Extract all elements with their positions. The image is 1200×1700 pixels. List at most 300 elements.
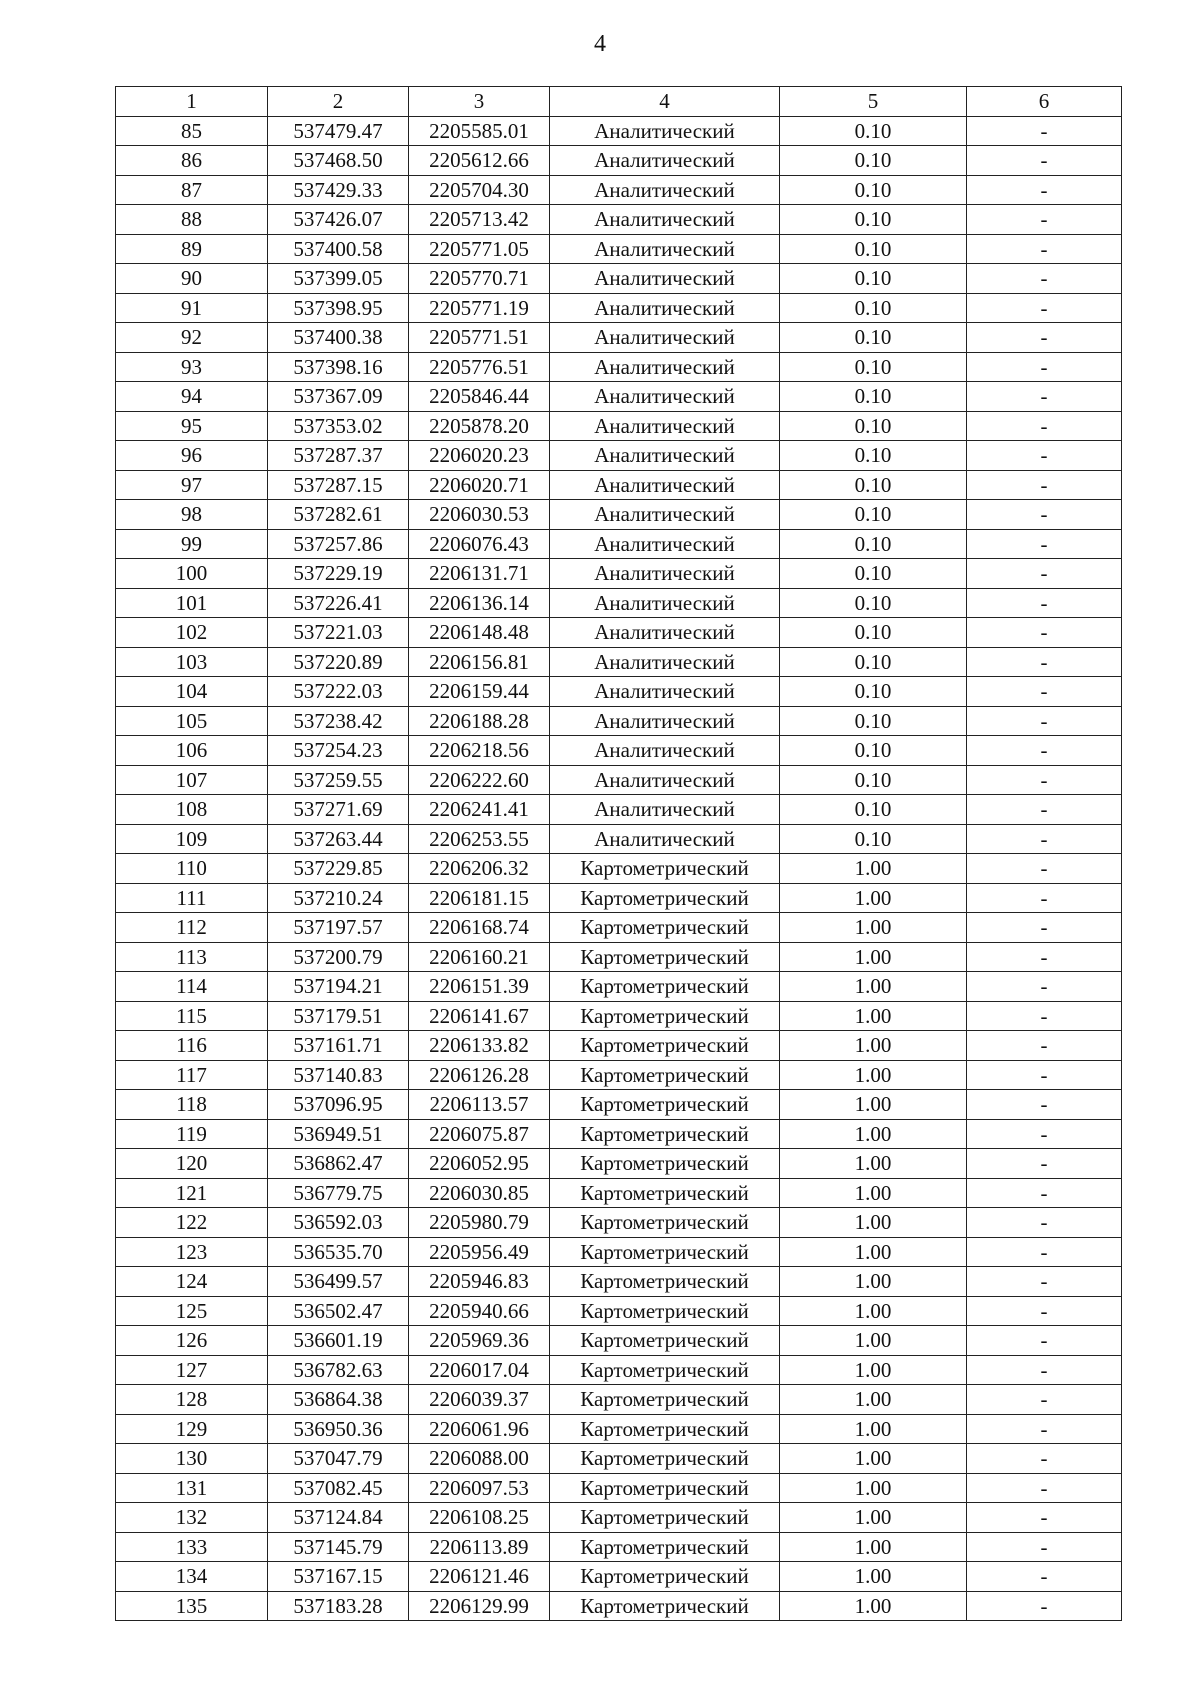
y-coordinate-cell: 2206160.21 <box>409 942 550 972</box>
method-cell: Аналитический <box>550 618 780 648</box>
x-coordinate-cell: 537263.44 <box>268 824 409 854</box>
accuracy-cell: 1.00 <box>780 1562 967 1592</box>
notes-cell: - <box>967 1444 1122 1474</box>
table-row <box>116 618 1122 648</box>
table-row <box>116 175 1122 205</box>
accuracy-cell: 1.00 <box>780 1060 967 1090</box>
method-cell: Аналитический <box>550 470 780 500</box>
y-coordinate-cell: 2206188.28 <box>409 706 550 736</box>
accuracy-cell: 0.10 <box>780 470 967 500</box>
notes-cell: - <box>967 1473 1122 1503</box>
notes-cell: - <box>967 1090 1122 1120</box>
method-cell: Аналитический <box>550 736 780 766</box>
point-number-cell: 128 <box>116 1385 268 1415</box>
x-coordinate-cell: 537254.23 <box>268 736 409 766</box>
table-row <box>116 1532 1122 1562</box>
accuracy-cell: 0.10 <box>780 677 967 707</box>
notes-cell: - <box>967 1296 1122 1326</box>
y-coordinate-cell: 2205770.71 <box>409 264 550 294</box>
table-row <box>116 1031 1122 1061</box>
accuracy-cell: 0.10 <box>780 205 967 235</box>
y-coordinate-cell: 2205846.44 <box>409 382 550 412</box>
point-number-cell: 120 <box>116 1149 268 1179</box>
y-coordinate-cell: 2206141.67 <box>409 1001 550 1031</box>
point-number-cell: 121 <box>116 1178 268 1208</box>
y-coordinate-cell: 2206148.48 <box>409 618 550 648</box>
x-coordinate-cell: 537271.69 <box>268 795 409 825</box>
point-number-cell: 129 <box>116 1414 268 1444</box>
x-coordinate-cell: 537398.95 <box>268 293 409 323</box>
table-row <box>116 1178 1122 1208</box>
table-row <box>116 352 1122 382</box>
table-row <box>116 382 1122 412</box>
notes-cell: - <box>967 972 1122 1002</box>
notes-cell: - <box>967 1267 1122 1297</box>
table-row <box>116 913 1122 943</box>
column-header: 5 <box>780 87 967 117</box>
method-cell: Картометрический <box>550 1090 780 1120</box>
notes-cell: - <box>967 824 1122 854</box>
point-number-cell: 86 <box>116 146 268 176</box>
point-number-cell: 119 <box>116 1119 268 1149</box>
method-cell: Аналитический <box>550 824 780 854</box>
table-header <box>116 87 1122 117</box>
y-coordinate-cell: 2206151.39 <box>409 972 550 1002</box>
table-row <box>116 559 1122 589</box>
notes-cell: - <box>967 293 1122 323</box>
accuracy-cell: 1.00 <box>780 1296 967 1326</box>
y-coordinate-cell: 2206097.53 <box>409 1473 550 1503</box>
header-row <box>116 87 1122 117</box>
table-row <box>116 677 1122 707</box>
y-coordinate-cell: 2206061.96 <box>409 1414 550 1444</box>
method-cell: Аналитический <box>550 559 780 589</box>
method-cell: Аналитический <box>550 116 780 146</box>
x-coordinate-cell: 536862.47 <box>268 1149 409 1179</box>
y-coordinate-cell: 2206020.71 <box>409 470 550 500</box>
accuracy-cell: 1.00 <box>780 1532 967 1562</box>
table-row <box>116 1149 1122 1179</box>
y-coordinate-cell: 2206113.57 <box>409 1090 550 1120</box>
table-row <box>116 1473 1122 1503</box>
accuracy-cell: 0.10 <box>780 559 967 589</box>
method-cell: Картометрический <box>550 1267 780 1297</box>
accuracy-cell: 1.00 <box>780 1237 967 1267</box>
y-coordinate-cell: 2206020.23 <box>409 441 550 471</box>
notes-cell: - <box>967 500 1122 530</box>
method-cell: Аналитический <box>550 323 780 353</box>
x-coordinate-cell: 537145.79 <box>268 1532 409 1562</box>
notes-cell: - <box>967 352 1122 382</box>
table-row <box>116 264 1122 294</box>
notes-cell: - <box>967 264 1122 294</box>
accuracy-cell: 1.00 <box>780 1031 967 1061</box>
accuracy-cell: 0.10 <box>780 824 967 854</box>
y-coordinate-cell: 2206039.37 <box>409 1385 550 1415</box>
table-row <box>116 824 1122 854</box>
y-coordinate-cell: 2206017.04 <box>409 1355 550 1385</box>
notes-cell: - <box>967 1237 1122 1267</box>
x-coordinate-cell: 537140.83 <box>268 1060 409 1090</box>
point-number-cell: 99 <box>116 529 268 559</box>
y-coordinate-cell: 2206218.56 <box>409 736 550 766</box>
method-cell: Аналитический <box>550 677 780 707</box>
coordinates-table <box>115 86 1122 1621</box>
x-coordinate-cell: 537287.37 <box>268 441 409 471</box>
point-number-cell: 112 <box>116 913 268 943</box>
notes-cell: - <box>967 942 1122 972</box>
accuracy-cell: 1.00 <box>780 854 967 884</box>
y-coordinate-cell: 2206133.82 <box>409 1031 550 1061</box>
method-cell: Аналитический <box>550 352 780 382</box>
point-number-cell: 117 <box>116 1060 268 1090</box>
y-coordinate-cell: 2206131.71 <box>409 559 550 589</box>
notes-cell: - <box>967 382 1122 412</box>
notes-cell: - <box>967 677 1122 707</box>
notes-cell: - <box>967 1208 1122 1238</box>
x-coordinate-cell: 537400.58 <box>268 234 409 264</box>
point-number-cell: 125 <box>116 1296 268 1326</box>
method-cell: Картометрический <box>550 1237 780 1267</box>
point-number-cell: 101 <box>116 588 268 618</box>
point-number-cell: 118 <box>116 1090 268 1120</box>
y-coordinate-cell: 2206076.43 <box>409 529 550 559</box>
method-cell: Аналитический <box>550 382 780 412</box>
accuracy-cell: 1.00 <box>780 1591 967 1621</box>
point-number-cell: 107 <box>116 765 268 795</box>
column-header: 4 <box>550 87 780 117</box>
point-number-cell: 100 <box>116 559 268 589</box>
point-number-cell: 87 <box>116 175 268 205</box>
notes-cell: - <box>967 647 1122 677</box>
table-row <box>116 1326 1122 1356</box>
method-cell: Картометрический <box>550 1414 780 1444</box>
table-row <box>116 795 1122 825</box>
point-number-cell: 114 <box>116 972 268 1002</box>
notes-cell: - <box>967 116 1122 146</box>
point-number-cell: 135 <box>116 1591 268 1621</box>
method-cell: Картометрический <box>550 1060 780 1090</box>
notes-cell: - <box>967 1355 1122 1385</box>
accuracy-cell: 0.10 <box>780 647 967 677</box>
notes-cell: - <box>967 1414 1122 1444</box>
table-row <box>116 441 1122 471</box>
x-coordinate-cell: 537221.03 <box>268 618 409 648</box>
method-cell: Аналитический <box>550 264 780 294</box>
point-number-cell: 134 <box>116 1562 268 1592</box>
x-coordinate-cell: 537226.41 <box>268 588 409 618</box>
table-row <box>116 293 1122 323</box>
notes-cell: - <box>967 736 1122 766</box>
accuracy-cell: 1.00 <box>780 883 967 913</box>
accuracy-cell: 0.10 <box>780 234 967 264</box>
x-coordinate-cell: 537096.95 <box>268 1090 409 1120</box>
table-row <box>116 647 1122 677</box>
method-cell: Картометрический <box>550 1473 780 1503</box>
x-coordinate-cell: 537229.85 <box>268 854 409 884</box>
method-cell: Аналитический <box>550 500 780 530</box>
point-number-cell: 126 <box>116 1326 268 1356</box>
accuracy-cell: 0.10 <box>780 116 967 146</box>
notes-cell: - <box>967 854 1122 884</box>
point-number-cell: 124 <box>116 1267 268 1297</box>
point-number-cell: 105 <box>116 706 268 736</box>
method-cell: Аналитический <box>550 588 780 618</box>
method-cell: Аналитический <box>550 411 780 441</box>
notes-cell: - <box>967 529 1122 559</box>
x-coordinate-cell: 537200.79 <box>268 942 409 972</box>
x-coordinate-cell: 536592.03 <box>268 1208 409 1238</box>
point-number-cell: 115 <box>116 1001 268 1031</box>
y-coordinate-cell: 2206121.46 <box>409 1562 550 1592</box>
notes-cell: - <box>967 205 1122 235</box>
accuracy-cell: 0.10 <box>780 264 967 294</box>
notes-cell: - <box>967 1001 1122 1031</box>
table-row <box>116 1444 1122 1474</box>
y-coordinate-cell: 2206030.85 <box>409 1178 550 1208</box>
table-row <box>116 411 1122 441</box>
method-cell: Картометрический <box>550 1355 780 1385</box>
y-coordinate-cell: 2206052.95 <box>409 1149 550 1179</box>
x-coordinate-cell: 537197.57 <box>268 913 409 943</box>
method-cell: Аналитический <box>550 234 780 264</box>
x-coordinate-cell: 537194.21 <box>268 972 409 1002</box>
x-coordinate-cell: 537257.86 <box>268 529 409 559</box>
x-coordinate-cell: 537229.19 <box>268 559 409 589</box>
x-coordinate-cell: 536499.57 <box>268 1267 409 1297</box>
method-cell: Картометрический <box>550 942 780 972</box>
y-coordinate-cell: 2206181.15 <box>409 883 550 913</box>
y-coordinate-cell: 2205878.20 <box>409 411 550 441</box>
x-coordinate-cell: 537429.33 <box>268 175 409 205</box>
table-row <box>116 1267 1122 1297</box>
table-row <box>116 706 1122 736</box>
x-coordinate-cell: 537047.79 <box>268 1444 409 1474</box>
point-number-cell: 104 <box>116 677 268 707</box>
y-coordinate-cell: 2206206.32 <box>409 854 550 884</box>
accuracy-cell: 0.10 <box>780 411 967 441</box>
y-coordinate-cell: 2205585.01 <box>409 116 550 146</box>
method-cell: Картометрический <box>550 883 780 913</box>
x-coordinate-cell: 537220.89 <box>268 647 409 677</box>
method-cell: Картометрический <box>550 1208 780 1238</box>
table-row <box>116 1591 1122 1621</box>
x-coordinate-cell: 537167.15 <box>268 1562 409 1592</box>
x-coordinate-cell: 537259.55 <box>268 765 409 795</box>
accuracy-cell: 0.10 <box>780 706 967 736</box>
method-cell: Аналитический <box>550 795 780 825</box>
y-coordinate-cell: 2205956.49 <box>409 1237 550 1267</box>
point-number-cell: 122 <box>116 1208 268 1238</box>
notes-cell: - <box>967 913 1122 943</box>
y-coordinate-cell: 2205969.36 <box>409 1326 550 1356</box>
column-header: 1 <box>116 87 268 117</box>
y-coordinate-cell: 2206030.53 <box>409 500 550 530</box>
method-cell: Аналитический <box>550 765 780 795</box>
x-coordinate-cell: 536782.63 <box>268 1355 409 1385</box>
table-row <box>116 1562 1122 1592</box>
notes-cell: - <box>967 1149 1122 1179</box>
table-row <box>116 1090 1122 1120</box>
y-coordinate-cell: 2206159.44 <box>409 677 550 707</box>
point-number-cell: 111 <box>116 883 268 913</box>
accuracy-cell: 0.10 <box>780 293 967 323</box>
method-cell: Аналитический <box>550 441 780 471</box>
column-header: 6 <box>967 87 1122 117</box>
notes-cell: - <box>967 234 1122 264</box>
x-coordinate-cell: 536601.19 <box>268 1326 409 1356</box>
x-coordinate-cell: 536779.75 <box>268 1178 409 1208</box>
method-cell: Картометрический <box>550 1444 780 1474</box>
notes-cell: - <box>967 411 1122 441</box>
point-number-cell: 113 <box>116 942 268 972</box>
table-row <box>116 972 1122 1002</box>
point-number-cell: 97 <box>116 470 268 500</box>
table-row <box>116 1503 1122 1533</box>
notes-cell: - <box>967 1178 1122 1208</box>
method-cell: Картометрический <box>550 972 780 1002</box>
y-coordinate-cell: 2205980.79 <box>409 1208 550 1238</box>
notes-cell: - <box>967 559 1122 589</box>
point-number-cell: 110 <box>116 854 268 884</box>
point-number-cell: 103 <box>116 647 268 677</box>
accuracy-cell: 0.10 <box>780 382 967 412</box>
method-cell: Картометрический <box>550 1119 780 1149</box>
y-coordinate-cell: 2205771.05 <box>409 234 550 264</box>
table-row <box>116 1414 1122 1444</box>
accuracy-cell: 1.00 <box>780 1178 967 1208</box>
method-cell: Картометрический <box>550 1031 780 1061</box>
method-cell: Аналитический <box>550 175 780 205</box>
table-body <box>116 116 1122 1621</box>
accuracy-cell: 1.00 <box>780 1444 967 1474</box>
table-row <box>116 205 1122 235</box>
point-number-cell: 88 <box>116 205 268 235</box>
method-cell: Картометрический <box>550 1532 780 1562</box>
point-number-cell: 108 <box>116 795 268 825</box>
x-coordinate-cell: 537238.42 <box>268 706 409 736</box>
accuracy-cell: 0.10 <box>780 736 967 766</box>
method-cell: Картометрический <box>550 1562 780 1592</box>
page-number: 4 <box>594 31 606 57</box>
x-coordinate-cell: 537479.47 <box>268 116 409 146</box>
point-number-cell: 133 <box>116 1532 268 1562</box>
table-row <box>116 1060 1122 1090</box>
notes-cell: - <box>967 1532 1122 1562</box>
notes-cell: - <box>967 795 1122 825</box>
x-coordinate-cell: 537468.50 <box>268 146 409 176</box>
point-number-cell: 93 <box>116 352 268 382</box>
method-cell: Аналитический <box>550 293 780 323</box>
table-row <box>116 146 1122 176</box>
method-cell: Картометрический <box>550 1178 780 1208</box>
point-number-cell: 131 <box>116 1473 268 1503</box>
column-header: 2 <box>268 87 409 117</box>
table-row <box>116 883 1122 913</box>
y-coordinate-cell: 2205940.66 <box>409 1296 550 1326</box>
table-row <box>116 588 1122 618</box>
table-row <box>116 736 1122 766</box>
accuracy-cell: 0.10 <box>780 529 967 559</box>
table-row <box>116 1237 1122 1267</box>
point-number-cell: 123 <box>116 1237 268 1267</box>
x-coordinate-cell: 537400.38 <box>268 323 409 353</box>
method-cell: Аналитический <box>550 146 780 176</box>
method-cell: Картометрический <box>550 1503 780 1533</box>
table-row <box>116 1385 1122 1415</box>
accuracy-cell: 1.00 <box>780 1473 967 1503</box>
y-coordinate-cell: 2206156.81 <box>409 647 550 677</box>
method-cell: Картометрический <box>550 1296 780 1326</box>
accuracy-cell: 1.00 <box>780 1267 967 1297</box>
x-coordinate-cell: 537398.16 <box>268 352 409 382</box>
accuracy-cell: 0.10 <box>780 588 967 618</box>
y-coordinate-cell: 2205771.19 <box>409 293 550 323</box>
y-coordinate-cell: 2206075.87 <box>409 1119 550 1149</box>
x-coordinate-cell: 537082.45 <box>268 1473 409 1503</box>
y-coordinate-cell: 2206126.28 <box>409 1060 550 1090</box>
x-coordinate-cell: 537210.24 <box>268 883 409 913</box>
notes-cell: - <box>967 470 1122 500</box>
notes-cell: - <box>967 706 1122 736</box>
x-coordinate-cell: 537222.03 <box>268 677 409 707</box>
x-coordinate-cell: 537353.02 <box>268 411 409 441</box>
method-cell: Картометрический <box>550 1326 780 1356</box>
x-coordinate-cell: 537161.71 <box>268 1031 409 1061</box>
table-row <box>116 1001 1122 1031</box>
notes-cell: - <box>967 1385 1122 1415</box>
accuracy-cell: 1.00 <box>780 1208 967 1238</box>
method-cell: Картометрический <box>550 913 780 943</box>
point-number-cell: 116 <box>116 1031 268 1061</box>
table-row <box>116 323 1122 353</box>
method-cell: Аналитический <box>550 647 780 677</box>
point-number-cell: 109 <box>116 824 268 854</box>
method-cell: Картометрический <box>550 1591 780 1621</box>
notes-cell: - <box>967 1119 1122 1149</box>
table-row <box>116 529 1122 559</box>
x-coordinate-cell: 537124.84 <box>268 1503 409 1533</box>
y-coordinate-cell: 2205713.42 <box>409 205 550 235</box>
point-number-cell: 94 <box>116 382 268 412</box>
x-coordinate-cell: 536535.70 <box>268 1237 409 1267</box>
x-coordinate-cell: 536502.47 <box>268 1296 409 1326</box>
accuracy-cell: 1.00 <box>780 972 967 1002</box>
accuracy-cell: 0.10 <box>780 618 967 648</box>
notes-cell: - <box>967 588 1122 618</box>
x-coordinate-cell: 537183.28 <box>268 1591 409 1621</box>
x-coordinate-cell: 537426.07 <box>268 205 409 235</box>
method-cell: Аналитический <box>550 205 780 235</box>
point-number-cell: 91 <box>116 293 268 323</box>
notes-cell: - <box>967 1591 1122 1621</box>
accuracy-cell: 0.10 <box>780 175 967 205</box>
x-coordinate-cell: 537179.51 <box>268 1001 409 1031</box>
accuracy-cell: 1.00 <box>780 1414 967 1444</box>
y-coordinate-cell: 2205776.51 <box>409 352 550 382</box>
accuracy-cell: 1.00 <box>780 1326 967 1356</box>
method-cell: Картометрический <box>550 1385 780 1415</box>
point-number-cell: 95 <box>116 411 268 441</box>
column-header: 3 <box>409 87 550 117</box>
method-cell: Аналитический <box>550 706 780 736</box>
table-row <box>116 765 1122 795</box>
point-number-cell: 90 <box>116 264 268 294</box>
notes-cell: - <box>967 175 1122 205</box>
accuracy-cell: 1.00 <box>780 1119 967 1149</box>
accuracy-cell: 1.00 <box>780 942 967 972</box>
notes-cell: - <box>967 1503 1122 1533</box>
